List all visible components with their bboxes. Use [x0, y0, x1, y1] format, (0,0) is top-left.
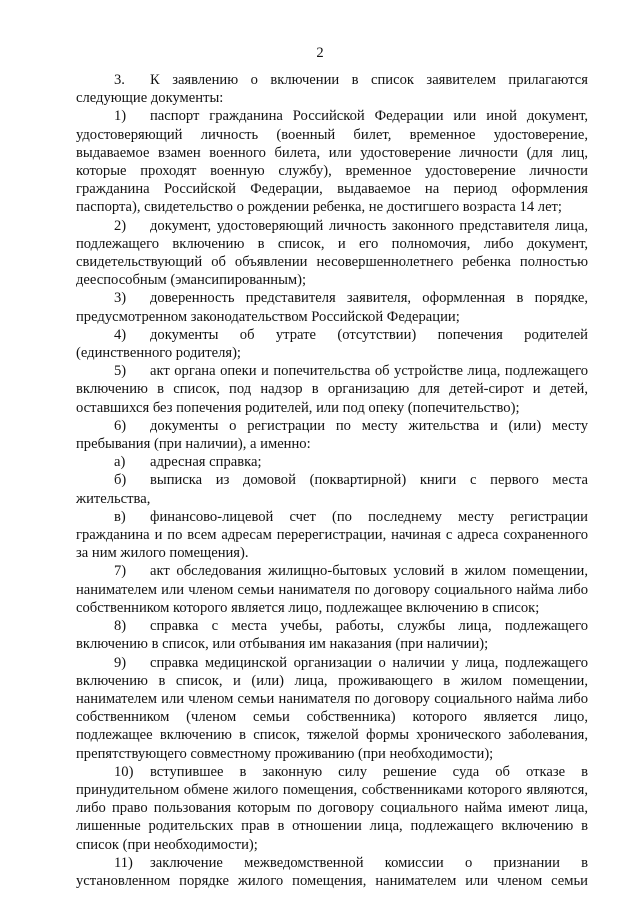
list-text: документы об утрате (отсутствии) попечения родителей (единственного родителя);	[76, 326, 588, 362]
sub-item-b	[76, 471, 588, 507]
list-item-11	[76, 854, 588, 890]
list-item-10	[76, 763, 588, 854]
list-number: 10)	[114, 763, 134, 780]
list-number: 2)	[114, 217, 127, 234]
list-item-4	[76, 326, 588, 362]
list-text: адресная справка;	[150, 454, 262, 471]
list-number: 11)	[114, 854, 133, 871]
list-number: 7)	[114, 563, 127, 580]
list-number: 4)	[114, 326, 127, 343]
list-item-9	[76, 654, 588, 763]
paragraph-text: К заявлению о включении в список заявителем прилагаются следующие документы:	[76, 72, 588, 107]
list-item-5	[76, 362, 588, 417]
list-number: в)	[114, 508, 126, 525]
sub-item-v	[76, 508, 588, 563]
sub-item-a	[76, 453, 588, 471]
list-text: паспорт гражданина Российской Федерации или иной документ, удостоверяющий личность (военный билет, временное удостоверение, выдаваемое взамен военного билета, или удостоверение личности (для лиц, которые проходят военную службу), временное удостоверение личности гражданина Российской Федерации, выдаваемое на период оформления паспорта), свидетельство о рождении ребенка, не достигшего возраста 14 лет;	[76, 108, 588, 216]
list-text: справка медицинской организации о наличии у лица, подлежащего включению в список, и (или) лица, проживающего в жилом помещении, нанимателем или членом семьи нанимателя по договору социального найма либо собственником (членом семьи собственника) которого является лицо, подлежащее включению в список, тяжелой формы хронического заболевания, препятствующего совместному проживанию (при необходимости);	[76, 654, 588, 762]
list-text: заключение межведомственной комиссии о признании в установленном порядке жилого помещения, нанимателем или членом семьи	[76, 854, 588, 889]
page-number: 2	[316, 45, 324, 61]
list-number: 5)	[114, 363, 127, 380]
list-item-6	[76, 417, 588, 453]
paragraph-number: 3.	[114, 72, 125, 88]
list-number: а)	[114, 454, 126, 471]
paragraph-3	[76, 71, 588, 107]
list-text: акт обследования жилищно-бытовых условий в жилом помещении, нанимателем или членом семьи нанимателя по договору социального найма либо собственником которого является лицо, подлежащее включению в список;	[76, 563, 588, 616]
list-text: доверенность представителя заявителя, оформленная в порядке, предусмотренном законодательством Российской Федерации;	[76, 290, 588, 325]
list-item-1	[76, 107, 588, 216]
list-item-2	[76, 217, 588, 290]
list-text: документы о регистрации по месту жительства и (или) месту пребывания (при наличии), а именно:	[76, 417, 588, 453]
list-item-7	[76, 562, 588, 617]
list-number: 1)	[114, 108, 127, 125]
list-number: б)	[114, 472, 127, 489]
list-text: акт органа опеки и попечительства об устройстве лица, подлежащего включению в список, под надзор в организацию для детей-сирот и детей, оставшихся без попечения родителей, или под опеку (попечительство);	[76, 363, 588, 416]
list-item-8	[76, 617, 588, 653]
list-number: 8)	[114, 618, 127, 635]
list-text: документ, удостоверяющий личность законного представителя лица, подлежащего включению в список, и его полномочия, либо документ, свидетельствующий об объявлении несовершеннолетнего ребенка полностью дееспособным (эмансипированным);	[76, 217, 588, 289]
list-text: выписка из домовой (поквартирной) книги с первого места жительства,	[76, 472, 588, 507]
list-number: 6)	[114, 417, 127, 434]
document-body	[76, 71, 588, 890]
list-text: вступившее в законную силу решение суда об отказе в принудительном обмене жилого помещения, собственниками которого являются, либо право пользования которым по договору социального найма имеют лица, лишенные родительских прав в отношении лица, подлежащего включению в список (при необходимости);	[76, 763, 588, 853]
list-number: 3)	[114, 290, 127, 307]
list-item-3	[76, 289, 588, 325]
list-text: финансово-лицевой счет (по последнему месту регистрации гражданина и по всем адресам перерегистрации, начиная с адреса сохраненного за ним жилого помещения).	[76, 508, 588, 562]
list-text: справка с места учебы, работы, службы лица, подлежащего включению в список, или отбывания им наказания (при наличии);	[76, 618, 588, 653]
list-number: 9)	[114, 654, 127, 671]
